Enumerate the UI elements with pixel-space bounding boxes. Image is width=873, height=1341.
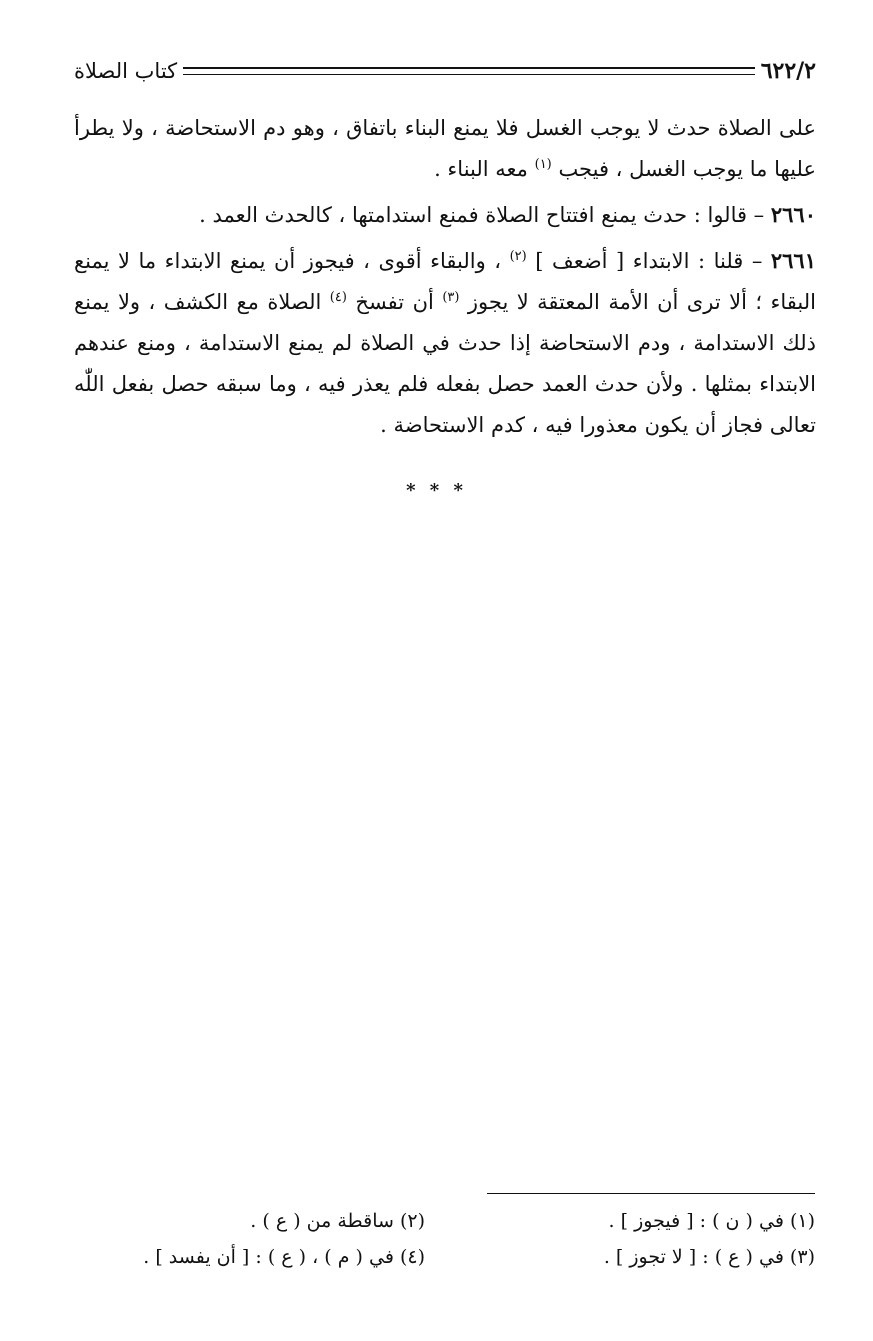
paragraph-number: ٢٦٦١	[770, 248, 816, 273]
paragraph-text: معه البناء .	[434, 157, 528, 181]
footnote-1: (١) في ( ن ) : [ فيجوز ] .	[608, 1210, 815, 1232]
footnote-ref-1: (١)	[534, 157, 552, 172]
page-number: ٦٢٢/٢	[760, 58, 816, 84]
paragraph-text: الصلاة مع الكشف ، ولا يمنع ذلك الاستدامة ، ودم الاستحاضة إذا حدث في الصلاة لم يمنع الاستدامة ، ومنع عندهم الابتداء بمثلها . ولأن حدث العمد حصل بفعله فلم يعذر فيه ، وما سبقه حصل بفعل اللّٰه تعالى فجاز أن يكون معذورا فيه ، كدم الاستحاضة .	[74, 290, 816, 437]
page-header	[74, 56, 816, 86]
paragraph-number: ٢٦٦٠	[770, 202, 816, 227]
footnote-rule	[487, 1193, 815, 1194]
paragraph-text: – قالوا : حدث يمنع افتتاح الصلاة فمنع استدامتها ، كالحدث العمد .	[199, 203, 765, 227]
footnote-ref-4: (٤)	[329, 290, 347, 305]
paragraph-2660	[74, 194, 816, 236]
paragraph-text: أن تفسخ	[355, 290, 434, 314]
main-text	[74, 108, 816, 450]
paragraph-text: على الصلاة حدث لا يوجب الغسل فلا يمنع البناء باتفاق ، وهو دم الاستحاضة ، ولا يطرأ عليها ما يوجب الغسل ، فيجب	[74, 116, 816, 181]
footnote-4: (٤) في ( م ) ، ( ع ) : [ أن يفسد ] .	[143, 1246, 425, 1268]
footnote-ref-3: (٣)	[442, 290, 460, 305]
paragraph-2661	[74, 240, 816, 446]
footnote-3: (٣) في ( ع ) : [ لا تجوز ] .	[603, 1246, 815, 1268]
paragraph-text: – قلنا : الابتداء [ أضعف ]	[535, 249, 763, 273]
paragraph-continuation	[74, 108, 816, 190]
section-separator: * * *	[406, 480, 467, 501]
footnote-ref-2: (٢)	[509, 249, 527, 264]
footnote-2: (٢) ساقطة من ( ع ) .	[250, 1210, 425, 1232]
header-rule	[183, 67, 755, 75]
paragraph-text: ، والبقاء أقوى ، فيجوز أن يمنع الابتداء ما لا يمنع البقاء ؛ ألا ترى أن الأمة المعتقة لا يجوز	[74, 249, 816, 314]
running-title: كتاب الصلاة	[74, 59, 178, 83]
